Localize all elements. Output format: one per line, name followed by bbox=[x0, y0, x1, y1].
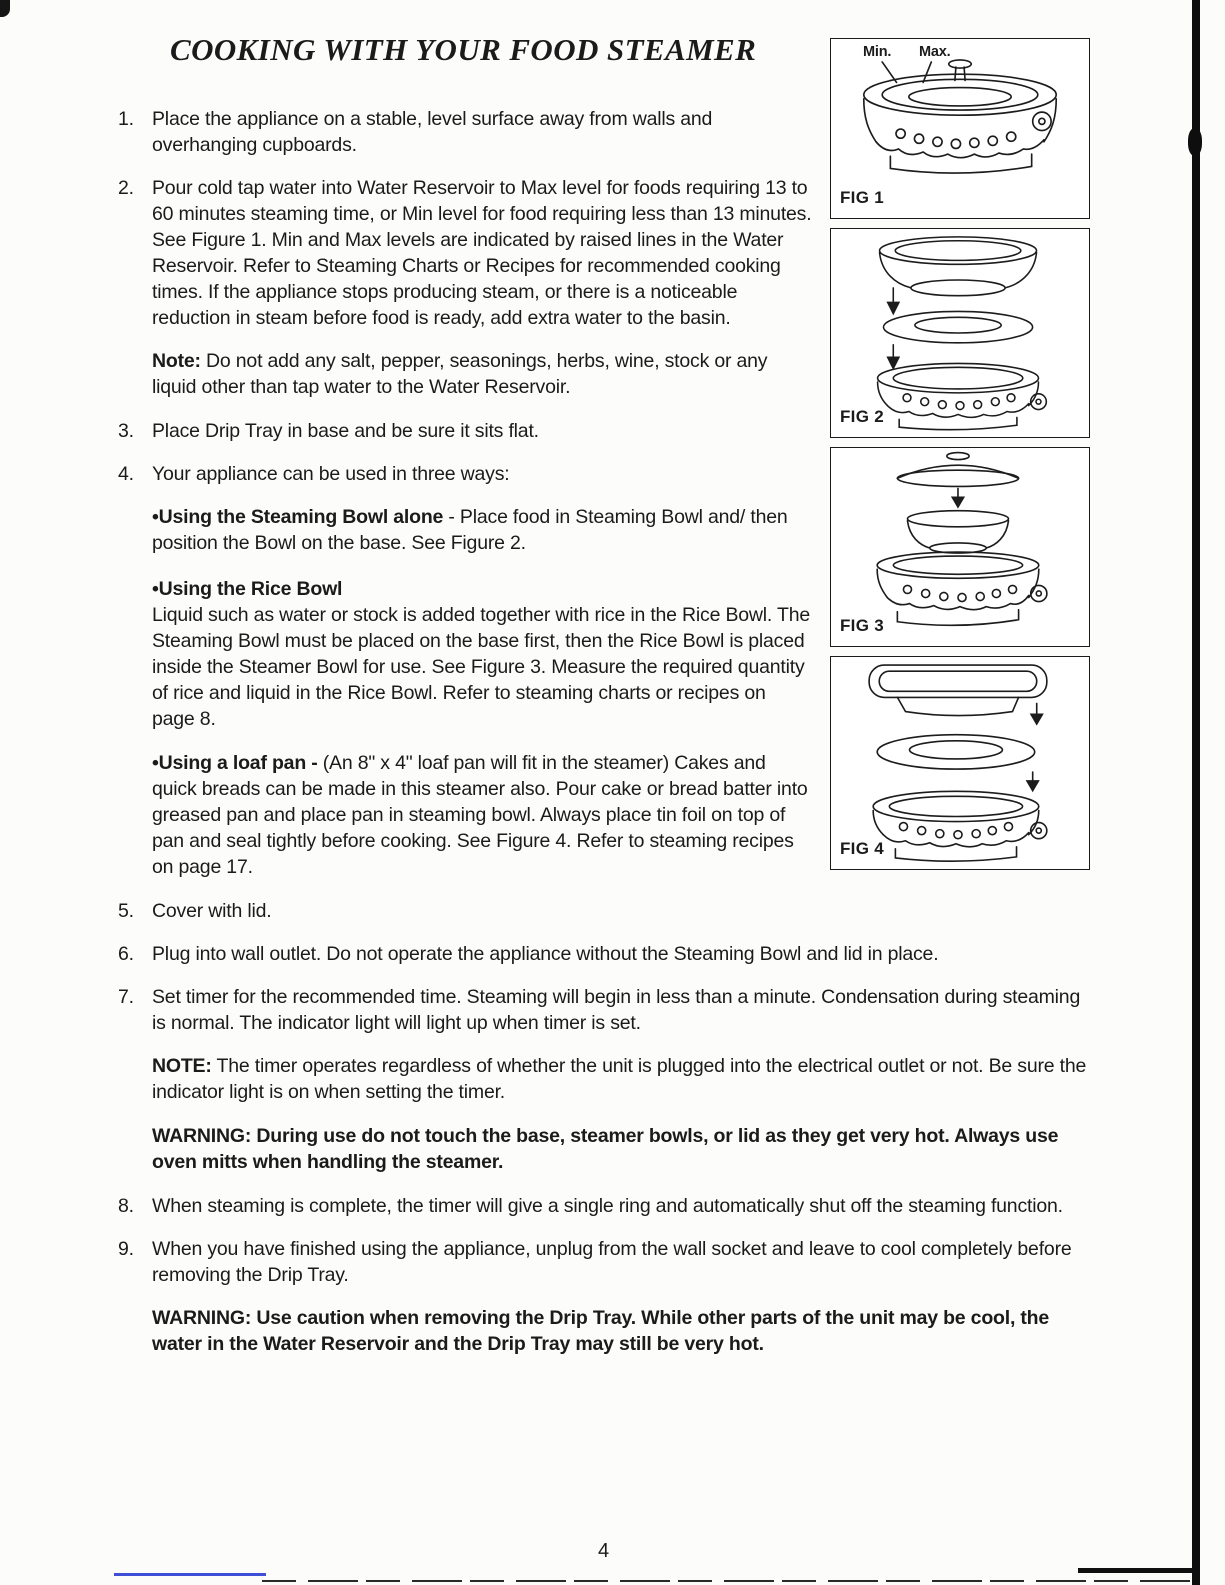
step-2-number: 2. bbox=[118, 177, 134, 199]
step-6 bbox=[118, 941, 1090, 967]
step-8-text: When steaming is complete, the timer will give a single ring and automatically shut off the steaming function. bbox=[152, 1195, 1063, 1217]
step-7-number: 7. bbox=[118, 986, 134, 1008]
step-4-text: Your appliance can be used in three ways: bbox=[152, 463, 510, 485]
step-9-number: 9. bbox=[118, 1238, 134, 1260]
step-2-text: Pour cold tap water into Water Reservoir to Max level for foods requiring 13 to 60 minutes steaming time, or Min level for food requiring less than 13 minutes. See Figure 1. Min and Max levels are indicated by raised lines in the Water Reservoir. Refer to Steaming Charts or Recipes for recommended cooking times. If the appliance stops producing steam, or there is a noticeable reduction in steam before food is ready, add extra water to the basin. bbox=[152, 177, 812, 329]
scan-corner-mark bbox=[0, 0, 10, 17]
fig1-min-label: Min. bbox=[863, 44, 892, 60]
step-7-text: Set timer for the recommended time. Steaming will begin in less than a minute. Condensation during steaming is normal. The indicator light will light up when timer is set. bbox=[152, 986, 1081, 1034]
note-2-text: The timer operates regardless of whether the unit is plugged into the electrical outlet or not. Be sure the indicator light is on when setting the timer. bbox=[152, 1055, 1087, 1103]
step-4-number: 4. bbox=[118, 463, 134, 485]
step-8 bbox=[118, 1193, 1090, 1219]
step-6-number: 6. bbox=[118, 943, 134, 965]
step-5-number: 5. bbox=[118, 900, 134, 922]
step-7 bbox=[118, 984, 1090, 1036]
step-5-text: Cover with lid. bbox=[152, 900, 272, 922]
step-8-number: 8. bbox=[118, 1195, 134, 1217]
step-6-text: Plug into wall outlet. Do not operate the appliance without the Steaming Bowl and lid in place. bbox=[152, 943, 939, 965]
scan-bottom-line bbox=[262, 1580, 1190, 1583]
step-5 bbox=[118, 898, 1090, 924]
warning-drip-tray: WARNING: Use caution when removing the Drip Tray. While other parts of the unit may be cool, the water in the Water Reservoir and the Drip Tray may still be very hot. bbox=[152, 1307, 1050, 1355]
page-number: 4 bbox=[598, 1540, 609, 1562]
figure-1 bbox=[830, 38, 1090, 219]
note-text: Do not add any salt, pepper, seasonings, herbs, wine, stock or any liquid other than tap water to the Water Reservoir. bbox=[152, 350, 768, 398]
bullet-2-heading: •Using the Rice Bowl bbox=[152, 578, 343, 600]
scan-edge-blob bbox=[1188, 128, 1202, 156]
bullet-1-heading: •Using the Steaming Bowl alone bbox=[152, 506, 444, 528]
figure-3 bbox=[830, 447, 1090, 647]
step-1-number: 1. bbox=[118, 108, 134, 130]
step-1-text: Place the appliance on a stable, level surface away from walls and overhanging cupboards. bbox=[152, 108, 713, 156]
step-9-text: When you have finished using the appliance, unplug from the wall socket and leave to cool completely before removing the Drip Tray. bbox=[152, 1238, 1072, 1286]
loaf-pan-assembly-drawing bbox=[831, 657, 1089, 869]
step-9 bbox=[118, 1236, 1090, 1288]
note-label: Note: bbox=[152, 350, 201, 372]
page-title: COOKING WITH YOUR FOOD STEAMER bbox=[170, 32, 757, 67]
figure-1-label: FIG 1 bbox=[840, 188, 885, 207]
figures-column bbox=[830, 38, 1090, 879]
warning-hot-surfaces: WARNING: During use do not touch the base, steamer bowls, or lid as they get very hot. Always use oven mitts when handling the steamer. bbox=[152, 1125, 1059, 1173]
bullet-3-text: (An 8" x 4" loaf pan will fit in the steamer) Cakes and quick breads can be made in this steamer also. Pour cake or bread batter into greased pan and place pan in steaming bowl. Always place tin foil on top of pan and seal tightly before cooking. See Figure 4. Refer to steaming recipes on page 17. bbox=[152, 752, 808, 878]
step-3-number: 3. bbox=[118, 420, 134, 442]
bullet-3-heading: •Using a loaf pan - bbox=[152, 752, 318, 774]
scan-blue-line-artifact bbox=[114, 1573, 266, 1576]
step-7-note bbox=[152, 1053, 1090, 1105]
steaming-bowl-assembly-drawing bbox=[831, 229, 1089, 437]
bullet-1-text: - Place food in Steaming Bowl and/ then position the Bowl on the base. See Figure 2. bbox=[152, 506, 788, 554]
figure-3-label: FIG 3 bbox=[840, 616, 885, 635]
scan-edge-band bbox=[1192, 0, 1200, 1585]
step-4-bullet-rice-bowl: Liquid such as water or stock is added together with rice in the Rice Bowl. The Steaming Bowl must be placed on the base first, then the Rice Bowl is placed inside the Steamer Bowl for use. See Figure 3. Measure the required quantity of rice and liquid in the Rice Bowl. Refer to steaming charts or recipes on page 8. bbox=[152, 604, 811, 730]
note-2-label: NOTE: bbox=[152, 1055, 212, 1077]
step-3-text: Place Drip Tray in base and be sure it sits flat. bbox=[152, 420, 539, 442]
figure-4-label: FIG 4 bbox=[840, 839, 885, 858]
figure-2-label: FIG 2 bbox=[840, 407, 885, 426]
figure-2 bbox=[830, 228, 1090, 438]
fig1-max-label: Max. bbox=[919, 44, 951, 60]
scan-bottom-right-mark bbox=[1078, 1568, 1192, 1573]
figure-4 bbox=[830, 656, 1090, 870]
